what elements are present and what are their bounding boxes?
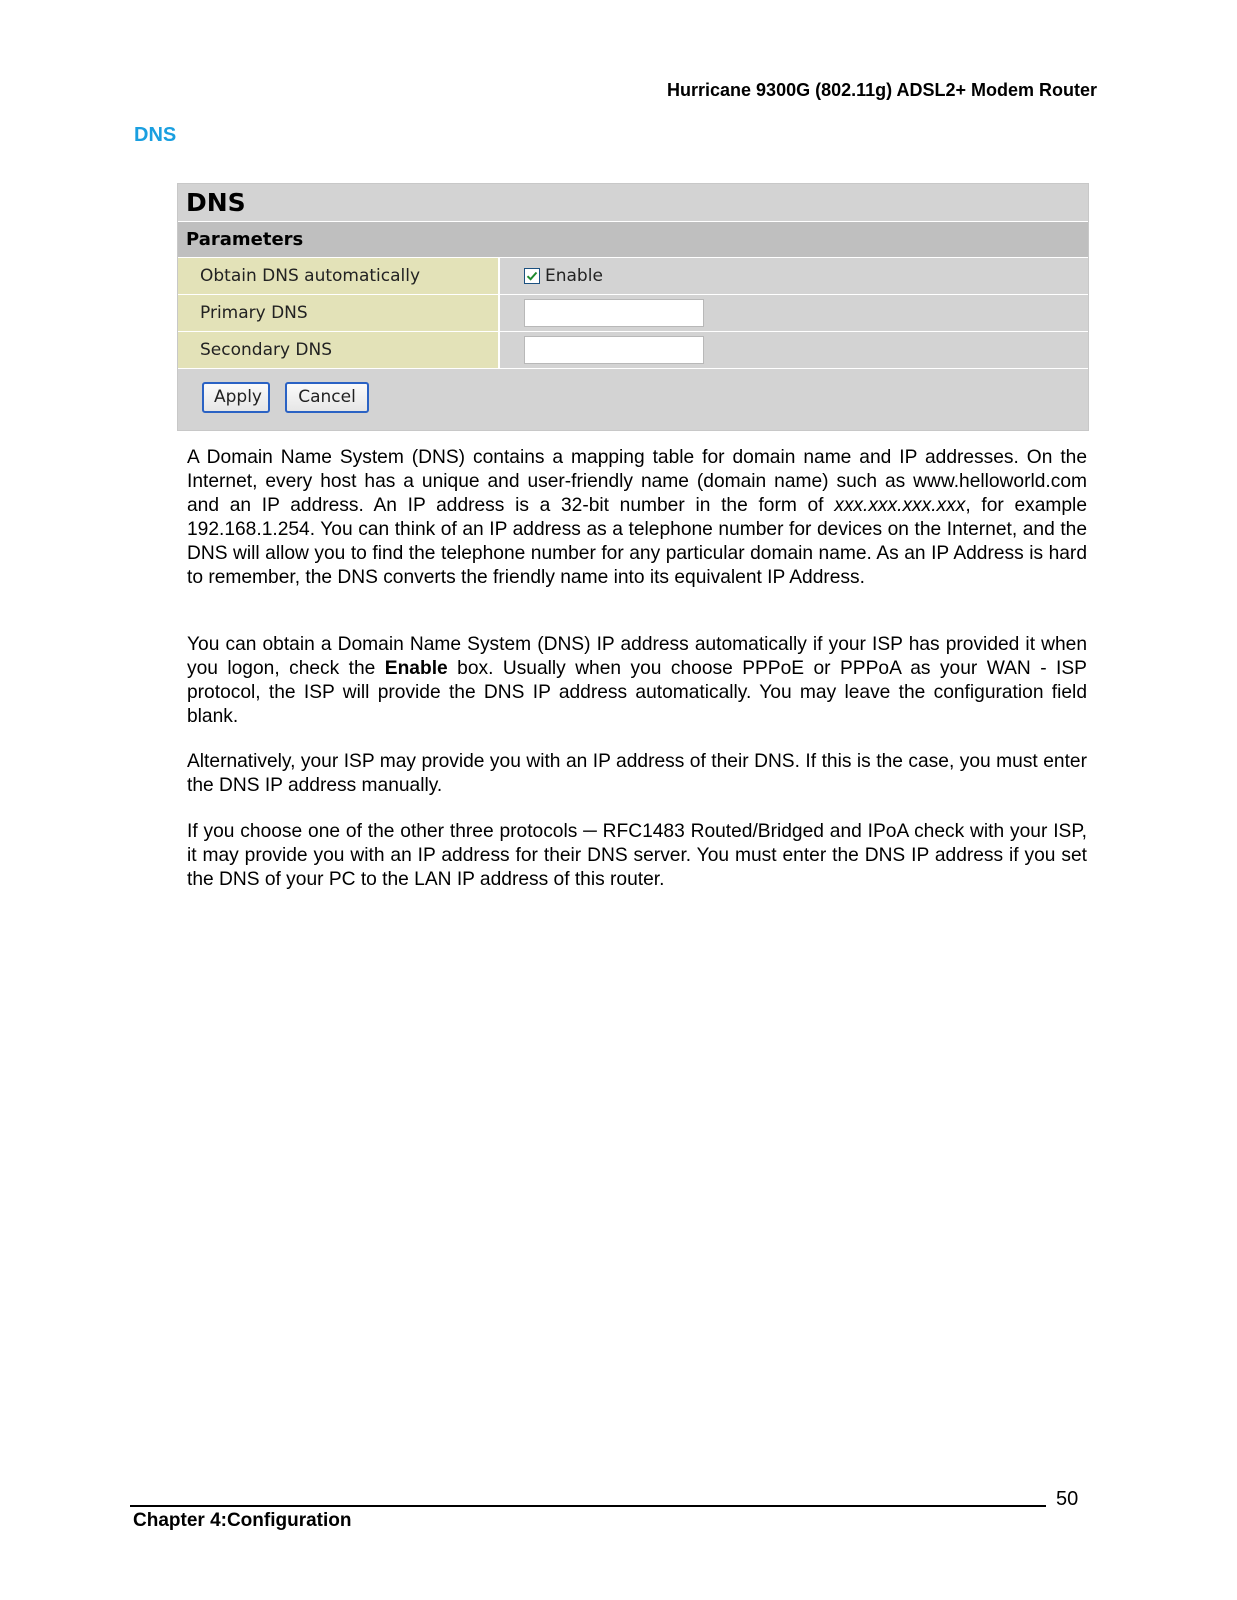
checkmark-icon [526, 270, 538, 282]
paragraph-other-protocols: If you choose one of the other three protocols ─ RFC1483 Routed/Bridged and IPoA check with your ISP, it may provide you with an IP address for their DNS server. You must enter the DNS IP address if you set the DNS of your PC to the LAN IP address of this router. [187, 821, 1087, 890]
secondary-dns-row [178, 332, 1088, 369]
obtain-dns-row [178, 258, 1088, 295]
primary-dns-label: Primary DNS [178, 295, 500, 331]
section-heading: DNS [134, 124, 177, 146]
cancel-button[interactable]: Cancel [285, 382, 369, 413]
paragraph-dns-intro [187, 446, 1087, 590]
paragraph-manual-entry: Alternatively, your ISP may provide you with an IP address of their DNS. If this is the case, you must enter the DNS IP address manually. [187, 751, 1087, 796]
page-number: 50 [1056, 1488, 1079, 1510]
obtain-dns-label: Obtain DNS automatically [178, 258, 500, 294]
primary-dns-row [178, 295, 1088, 332]
paragraph-text: You can obtain a Domain Name System (DNS) IP address automatically if your ISP has provided it when you logon, check the [187, 634, 1087, 679]
primary-dns-value [500, 295, 1088, 331]
enable-bold-term: Enable [384, 658, 448, 679]
paragraph-text: A Domain Name System (DNS) contains a mapping table for domain name and IP addresses. On the Internet, every host has a unique and user-friendly name (domain name) such as www.helloworld.com and an IP address. An IP address is a 32-bit number in the form of [187, 447, 1087, 516]
dns-settings-panel [177, 183, 1089, 431]
apply-button[interactable]: Apply [202, 382, 270, 413]
chapter-label: Chapter 4:Configuration [133, 1510, 352, 1531]
enable-checkbox[interactable] [524, 268, 540, 284]
paragraph-obtain-automatically [187, 633, 1087, 729]
primary-dns-input[interactable] [524, 299, 704, 327]
document-header-title: Hurricane 9300G (802.11g) ADSL2+ Modem Router [667, 80, 1097, 100]
button-row [178, 369, 1088, 425]
panel-title: DNS [178, 184, 1088, 222]
secondary-dns-value [500, 332, 1088, 368]
footer-divider [130, 1505, 1046, 1507]
secondary-dns-input[interactable] [524, 336, 704, 364]
paragraph-text: , for example 192.168.1.254. You can think of an IP address as a telephone number for devices on the Internet, and the DNS will allow you to find the telephone number for any particular domain name. As an IP Address is hard to remember, the DNS converts the friendly name into its equivalent IP Address. [187, 495, 1087, 588]
enable-checkbox-label[interactable]: Enable [545, 266, 603, 286]
ip-format-italic: xxx.xxx.xxx.xxx [834, 495, 966, 516]
parameters-header: Parameters [178, 222, 1088, 258]
obtain-dns-value [500, 258, 1088, 294]
paragraph-text: box. Usually when you choose PPPoE or PPPoA as your WAN - ISP protocol, the ISP will provide the DNS IP address automatically. You may leave the configuration field blank. [187, 658, 1087, 727]
secondary-dns-label: Secondary DNS [178, 332, 500, 368]
